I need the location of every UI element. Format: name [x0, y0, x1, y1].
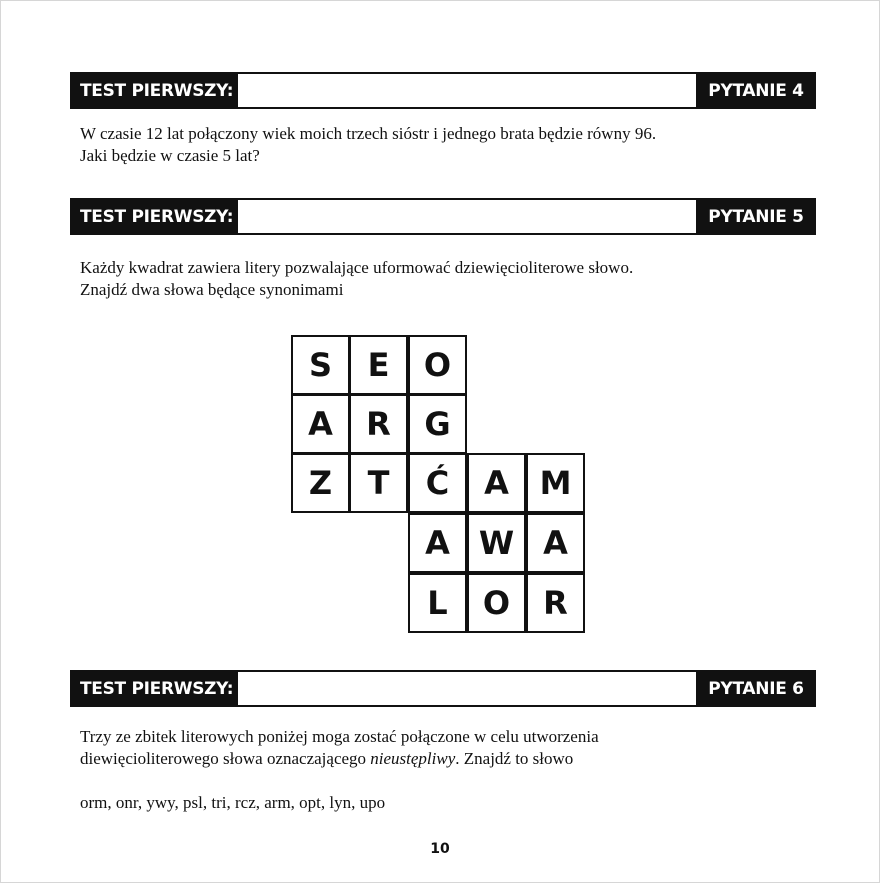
question-number: PYTANIE 5 — [696, 198, 816, 235]
question-5-text — [80, 257, 800, 301]
question-6-italic-word: nieustępliwy — [370, 749, 456, 768]
grid-cell: A — [408, 513, 467, 573]
question-4-header — [70, 72, 816, 109]
grid-cell: G — [408, 394, 467, 454]
grid-cell: A — [526, 513, 585, 573]
grid-cell: R — [349, 394, 408, 454]
question-4-line-1: W czasie 12 lat połączony wiek moich trzech sióstr i jednego brata będzie równy 96. — [80, 124, 657, 143]
question-6-line-2-start: diewięcioliterowego słowa oznaczającego — [80, 749, 371, 768]
question-6-text — [80, 726, 800, 770]
question-5-header — [70, 198, 816, 235]
letter-grid — [291, 335, 586, 635]
test-label: TEST PIERWSZY: — [70, 72, 238, 109]
question-number: PYTANIE 4 — [696, 72, 816, 109]
grid-cell: Z — [291, 453, 350, 513]
grid-cell: Ć — [408, 453, 467, 513]
grid-cell: R — [526, 573, 585, 633]
question-number: PYTANIE 6 — [696, 670, 816, 707]
question-6-line-1: Trzy ze zbitek literowych poniżej moga zostać połączone w celu utworzenia — [80, 727, 599, 746]
question-5-line-2: Znajdź dwa słowa będące synonimami — [80, 280, 344, 299]
question-6-options: orm, onr, ywy, psl, tri, rcz, arm, opt, lyn, upo — [80, 793, 386, 812]
grid-cell: A — [467, 453, 526, 513]
question-4-line-2: Jaki będzie w czasie 5 lat? — [80, 146, 260, 165]
question-5-line-1: Każdy kwadrat zawiera litery pozwalające uformować dziewięcioliterowe słowo. — [80, 258, 634, 277]
question-6-header — [70, 670, 816, 707]
grid-cell: M — [526, 453, 585, 513]
grid-cell: S — [291, 335, 350, 395]
grid-cell: O — [408, 335, 467, 395]
grid-cell: T — [349, 453, 408, 513]
question-6-line-2-end: . Znajdź to słowo — [455, 749, 574, 768]
grid-cell: W — [467, 513, 526, 573]
grid-cell: O — [467, 573, 526, 633]
test-label: TEST PIERWSZY: — [70, 670, 238, 707]
grid-cell: L — [408, 573, 467, 633]
grid-cell: A — [291, 394, 350, 454]
test-label: TEST PIERWSZY: — [70, 198, 238, 235]
grid-cell: E — [349, 335, 408, 395]
question-4-text — [80, 123, 800, 167]
page-number: 10 — [430, 841, 450, 857]
